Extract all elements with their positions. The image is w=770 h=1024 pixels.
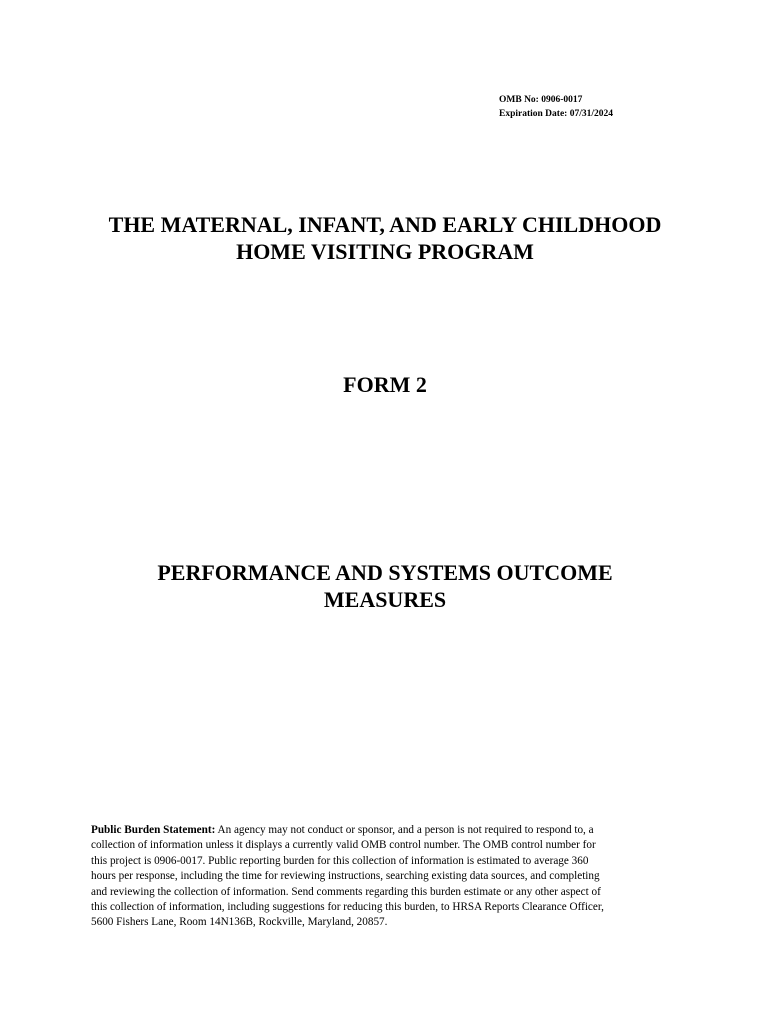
expiration-date: Expiration Date: 07/31/2024 <box>499 109 613 119</box>
omb-number: OMB No: 0906-0017 <box>499 95 583 105</box>
public-burden-statement <box>91 823 604 931</box>
burden-line: An agency may not conduct or sponsor, and a person is not required to respond to, a <box>215 824 594 836</box>
burden-line: this project is 0906-0017. Public reporting burden for this collection of information is estimated to average 360 <box>91 854 589 867</box>
burden-line: 5600 Fishers Lane, Room 14N136B, Rockville, Maryland, 20857. <box>91 916 388 929</box>
document-subtitle-line-2: MEASURES <box>323 587 447 612</box>
document-title-line-2: HOME VISITING PROGRAM <box>236 239 534 264</box>
burden-line: this collection of information, including suggestions for reducing this burden, to HRSA Reports Clearance Officer, <box>91 900 604 913</box>
document-subtitle <box>0 559 770 613</box>
burden-line: collection of information unless it displays a currently valid OMB control number. The OMB control number for <box>91 839 596 852</box>
omb-info <box>499 93 613 121</box>
document-subtitle-line-1: PERFORMANCE AND SYSTEMS OUTCOME <box>157 560 613 585</box>
document-title <box>0 211 770 265</box>
document-title-line-1: THE MATERNAL, INFANT, AND EARLY CHILDHOOD <box>108 212 662 237</box>
form-label: FORM 2 <box>343 372 427 397</box>
burden-line: hours per response, including the time for reviewing instructions, searching existing data sources, and completing <box>91 870 600 883</box>
burden-label: Public Burden Statement: <box>91 824 216 836</box>
burden-line: and reviewing the collection of information. Send comments regarding this burden estimate or any other aspect of <box>91 885 601 898</box>
